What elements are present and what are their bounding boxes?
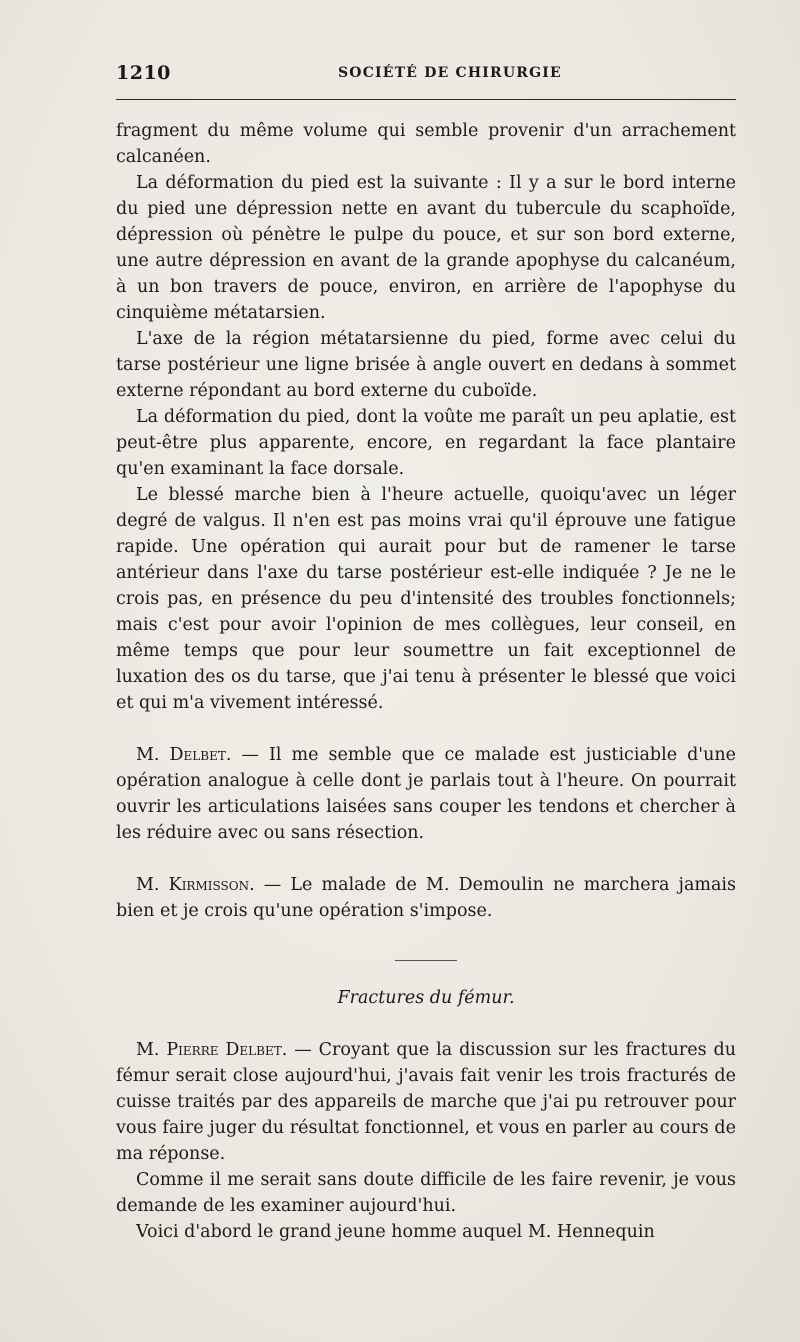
running-head: SOCIÉTÉ DE CHIRURGIE [338,65,562,81]
remark-pierre-delbet-text: — Croyant que la discussion sur les fractures du fémur serait close aujourd'hui, j'avais fait venir les trois fracturés de cuisse traités par des appareils de marche que j'ai pu retrouver pour vous faire juger du résultat fonctionnel, et vous en parler au cours de ma réponse. [116,1040,736,1164]
section-divider [395,960,457,961]
paragraph-walking: Le blessé marche bien à l'heure actuelle, quoiqu'avec un léger degré de valgus. Il n'en est pas moins vrai qu'il éprouve une fatigue rapide. Une opération qui aurait pour but de ramener le tarse antérieur dans l'axe du tarse postérieur est-elle indiquée ? Je ne le crois pas, en présence du peu d'intensité des troubles fonctionnels; mais c'est pour avoir l'opinion de mes collègues, leur conseil, en même temps que pour leur soumettre un fait exceptionnel de luxation des os du tarse, que j'ai tenu à présenter le blessé que voici et qui m'a vivement intéressé. [116,485,736,713]
paragraph-plantar: La déformation du pied, dont la voûte me paraît un peu aplatie, est peut-être plus apparente, encore, en regardant la face plantaire qu'en examinant la face dorsale. [116,407,736,479]
speaker-delbet: M. Delbet. [136,745,232,765]
remark-delbet-text: — Il me semble que ce malade est justiciable d'une opération analogue à celle dont je parlais tout à l'heure. On pourrait ouvrir les articulations laisées sans couper les tendons et chercher à les réduire avec ou sans résection. [116,745,736,843]
page-number: 1210 [116,62,171,84]
remark-kirmisson [116,872,736,924]
paragraph-examine: Comme il me serait sans doute difficile de les faire revenir, je vous demande de les examiner aujourd'hui. [116,1170,736,1216]
remark-delbet [116,742,736,846]
speaker-kirmisson: M. Kirmisson. [136,875,255,895]
paragraph-deformation: La déformation du pied est la suivante : Il y a sur le bord interne du pied une dépression nette en avant du tubercule du scaphoïde, dépression où pénètre le pulpe du pouce, et sur son bord externe, une autre dépression en avant de la grande apophyse du calcanéum, à un bon travers de pouce, environ, en arrière de l'apophyse du cinquième métatarsien. [116,173,736,323]
remark-kirmisson-text: — Le malade de M. Demoulin ne marchera jamais bien et je crois qu'une opération s'impose. [116,875,736,921]
remark-pierre-delbet [116,1037,736,1167]
paragraph-hennequin: Voici d'abord le grand jeune homme auquel M. Hennequin [136,1222,655,1242]
header-rule [116,99,736,100]
section-title: Fractures du fémur. [337,988,515,1008]
page-header [116,62,736,88]
paragraph-axis: L'axe de la région métatarsienne du pied, forme avec celui du tarse postérieur une ligne brisée à angle ouvert en dedans à sommet externe répondant au bord externe du cuboïde. [116,329,736,401]
body-text [116,118,736,1245]
speaker-pierre-delbet: M. Pierre Delbet. [136,1040,288,1060]
paragraph-continuation: fragment du même volume qui semble provenir d'un arrachement calcanéen. [116,121,736,167]
